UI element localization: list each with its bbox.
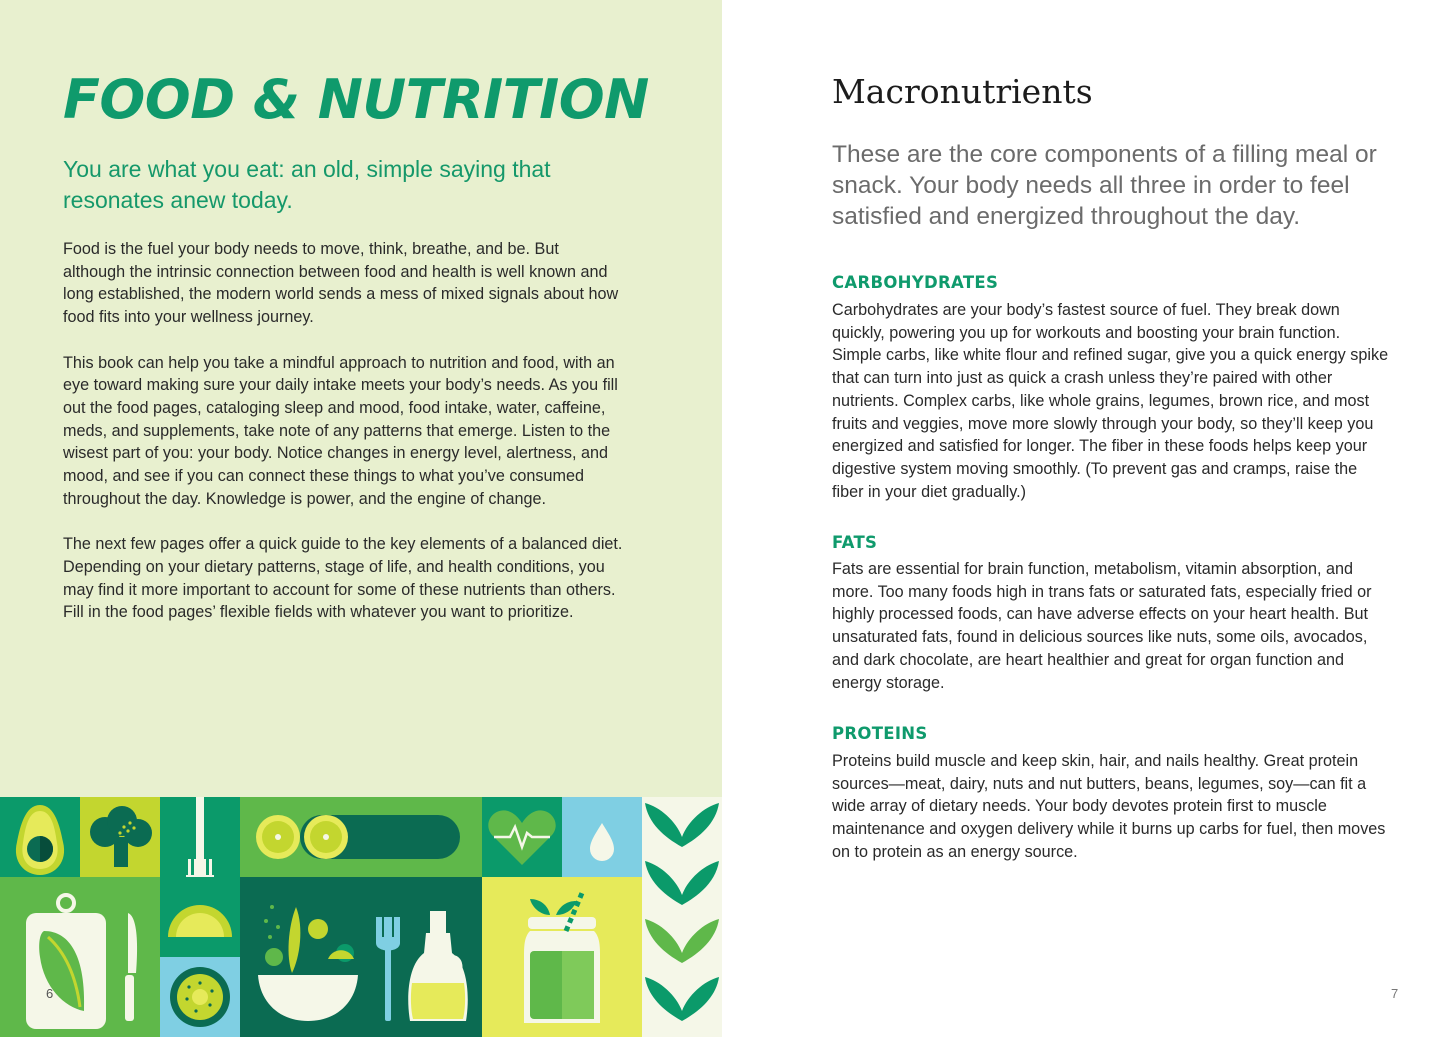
intro-paragraph-1: Food is the fuel your body needs to move, think, breathe, and be. But although the intrinsic connection between food and health is well known and long established, the modern world sends a mess of mixed signals about how food fits into your wellness journey. — [63, 240, 619, 327]
intro-paragraph-2: This book can help you take a mindful approach to nutrition and food, with an eye toward making sure your daily intake meets your body’s needs. As you fill out the food pages, cataloging sleep and mood, food intake, water, caffeine, meds, and supplements, take note of any patterns that emerge. Listen to the wisest part of you: your body. Notice changes in energy level, alertness, and mood, and see if you can connect these things to what you’ve consumed throughout the day. Knowledge is power, and the engine of change. — [63, 353, 618, 508]
carbohydrates-heading: CARBOHYDRATES — [832, 273, 999, 292]
kiwi-icon — [160, 957, 240, 1037]
left-page — [0, 0, 722, 1037]
heart-rate-icon — [482, 797, 562, 877]
lime-icon — [160, 877, 240, 957]
smoothie-jar-icon — [482, 877, 642, 1037]
cucumber-icon — [240, 797, 482, 877]
intro-body — [63, 238, 623, 647]
carbohydrates-text: Carbohydrates are your body’s fastest source of fuel. They break down quickly, powering you up for workouts and boosting your brain function. Simple carbs, like white flour and refined sugar, give you a quick energy spike that can turn into just as quick a crash unless they’re paired with other nutrients. Complex carbs, like whole grains, legumes, brown rice, and most fruits and veggies, move more slowly through your body, so they’ll keep you energized and satisfied for longer. The fiber in these foods helps keep your digestive system moving smoothly. (To prevent gas and cramps, raise the fiber in your diet gradually.) — [832, 301, 1389, 501]
macro-intro: These are the core components of a filling meal or snack. Your body needs all three in order to feel satisfied and energized throughout the day. — [832, 141, 1377, 230]
fats-text: Fats are essential for brain function, metabolism, vitamin absorption, and more. Too many foods high in trans fats or saturated fats, especially fried or highly processed foods, can have adverse effects on your heart health. But unsaturated fats, found in delicious sources like nuts, some oils, avocados, and dark chocolate, are heart healthier and great for organ function and energy storage. — [832, 560, 1372, 692]
broccoli-icon — [80, 797, 160, 877]
page-number-right: 7 — [1391, 986, 1399, 1001]
avocado-icon — [0, 797, 80, 877]
page-title: FOOD & NUTRITION — [63, 68, 649, 131]
lead-text: You are what you eat: an old, simple saying that resonates anew today. — [63, 156, 551, 213]
food-illustration — [0, 797, 722, 1037]
right-page — [722, 0, 1445, 1037]
fats-heading: FATS — [832, 533, 878, 552]
intro-paragraph-3: The next few pages offer a quick guide to the key elements of a balanced diet. Depending on your dietary patterns, stage of life, and health conditions, you may find it more important to account for some of these nutrients than others. Fill in the food pages’ flexible fields with whatever you want to prioritize. — [63, 535, 623, 622]
proteins-text: Proteins build muscle and keep skin, hair, and nails healthy. Great protein sources—meat, dairy, nuts and nut butters, beans, legumes, soy—can fit a wide array of dietary needs. Your body devotes protein first to muscle maintenance and oxygen delivery while it burns up carbs for fuel, then moves on to protein as an energy source. — [832, 752, 1386, 861]
section-title: Macronutrients — [832, 72, 1093, 111]
proteins-heading: PROTEINS — [832, 724, 928, 743]
page-number-left: 6 — [46, 986, 54, 1001]
leaf-pattern — [642, 797, 722, 1037]
water-drop-icon — [562, 797, 642, 877]
